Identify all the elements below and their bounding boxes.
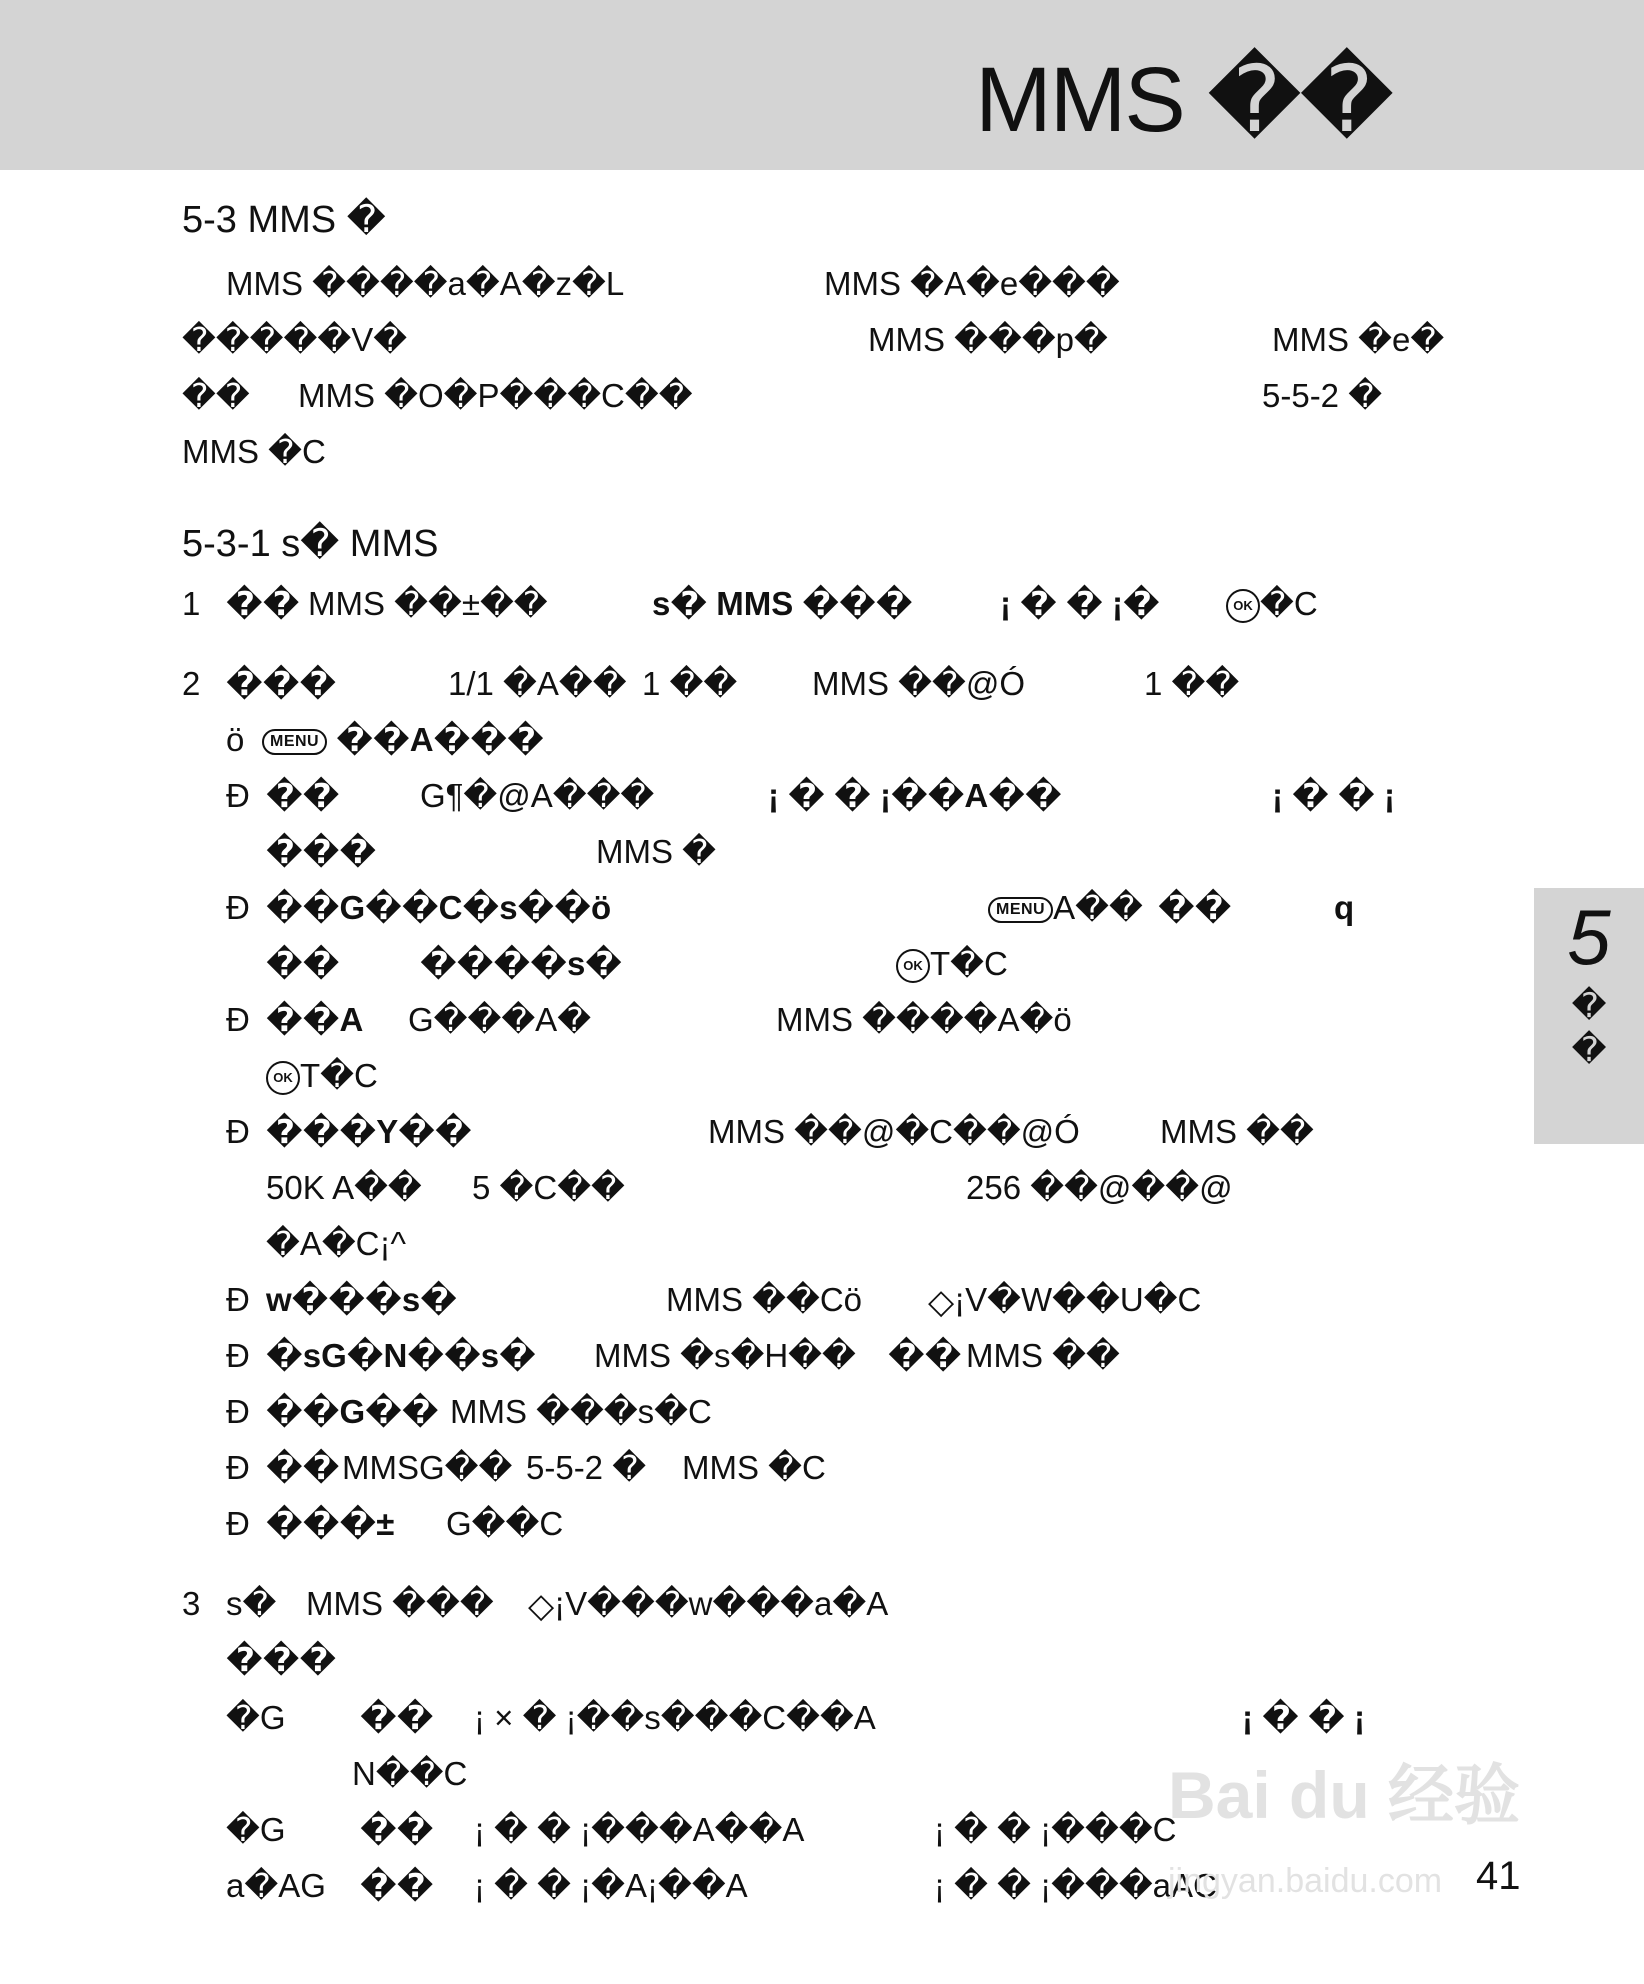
item9-b: G��C (446, 1505, 564, 1542)
menu-line (262, 720, 544, 760)
item9-bullet: Ð (226, 1505, 250, 1542)
step2-e: 1 �� (1144, 665, 1240, 702)
intro-line3-c: 5-5-2 � (1262, 377, 1383, 414)
intro-line4: MMS �C (182, 433, 326, 470)
chapter-number: 5 (1567, 893, 1611, 981)
step3-row1-c: ¡ × � ¡��s���C��A (474, 1699, 876, 1736)
intro-line3-b: MMS �O�P���C�� (298, 377, 693, 414)
section-title: 5-3 MMS � (182, 199, 386, 241)
item6-a: �sG�N��s� (266, 1337, 536, 1374)
item1-a: �� (266, 777, 340, 814)
ok-key-icon: OK (896, 949, 930, 983)
step3-number: 3 (182, 1585, 201, 1622)
item1-cont-b: MMS � (596, 833, 716, 870)
step3-row2-a: �G (226, 1811, 286, 1848)
item2-cont-c-text: T�C (930, 945, 1008, 982)
watermark-url: jingyan.baidu.com (1168, 1862, 1443, 1900)
item6-bullet: Ð (226, 1337, 250, 1374)
step3-line2: ��� (226, 1641, 337, 1678)
item2-b: A�� (1053, 889, 1143, 926)
step3-row3-d: ¡ � � ¡���aAC (934, 1867, 1217, 1904)
menu-key-icon: MENU (988, 897, 1053, 923)
menu-line-lead: ö (226, 721, 245, 758)
ok-key-icon: OK (1226, 589, 1260, 623)
intro-line1-a: MMS ����a�A�z�L (226, 265, 625, 302)
step3-row2-d: ¡ � � ¡���C (934, 1811, 1177, 1848)
step3-row2-c: ¡ � � ¡���A��A (474, 1811, 805, 1848)
item2-cont-a: �� (266, 945, 340, 982)
chapter-label-line2: � (1571, 1031, 1607, 1069)
item2-a: ��G��C�s��ö (266, 889, 612, 926)
step1-e-text: �C (1260, 585, 1318, 622)
item2-bullet: Ð (226, 889, 250, 926)
item9-a: ���± (266, 1505, 395, 1542)
item8-bullet: Ð (226, 1449, 250, 1486)
item1-b: G¶�@A��� (420, 777, 655, 814)
item5-c-text: ¡V�W��U�C (954, 1281, 1202, 1318)
header-band (0, 0, 1644, 170)
item8-d: MMS �C (682, 1449, 826, 1486)
step3-row1-d: ¡ � � ¡ (1242, 1699, 1365, 1736)
menu-key-icon: MENU (262, 729, 327, 755)
intro-line3-a: �� (182, 377, 250, 414)
item2-c: �� (1158, 889, 1232, 926)
item5-b: MMS ��Cö (666, 1281, 863, 1318)
item7-b: MMS ���s�C (450, 1393, 712, 1430)
ok-key-icon: OK (266, 1061, 300, 1095)
item4-cont-b: 5 �C�� (472, 1169, 625, 1206)
item2-menu (988, 888, 1143, 928)
step3-a: s� (226, 1585, 277, 1622)
step3-row1-a: �G (226, 1699, 286, 1736)
item1-bullet: Ð (226, 777, 250, 814)
step1-b: MMS ��±�� (308, 585, 548, 622)
item4-a: ���Y�� (266, 1113, 472, 1150)
step2-c: 1 �� (642, 665, 738, 702)
item5-bullet: Ð (226, 1281, 250, 1318)
chapter-label-line1: � (1571, 987, 1607, 1025)
step1-c: s� MMS ��� (652, 585, 913, 622)
item4-b: MMS ��@�C��@Ó (708, 1113, 1080, 1150)
item4-cont-a: 50K A�� (266, 1169, 422, 1206)
step1-e (1226, 584, 1318, 624)
item2-cont-c (896, 944, 1008, 984)
item5-c (928, 1280, 1201, 1320)
menu-line-text: ��A��� (336, 721, 544, 758)
step3-row2-b: �� (360, 1811, 434, 1848)
item1-c: ¡ � � ¡��A�� (768, 777, 1062, 814)
chapter-side-tab (1534, 888, 1644, 1144)
item3-cont (266, 1056, 378, 1096)
step3-row3-b: �� (360, 1867, 434, 1904)
page-number: 41 (1476, 1854, 1521, 1898)
step2-number: 2 (182, 665, 201, 702)
nav-key-icon: ◇ (928, 1283, 955, 1322)
step1-number: 1 (182, 585, 201, 622)
step2-a: ��� (226, 665, 337, 702)
item7-bullet: Ð (226, 1393, 250, 1430)
item2-cont-b: ����s� (420, 945, 623, 982)
item8-b: MMSG�� (342, 1449, 513, 1486)
item3-a: ��A (266, 1001, 364, 1038)
step3-row1-cont: N��C (352, 1755, 468, 1792)
item6-c: �� (888, 1337, 962, 1374)
step3-b: MMS ��� (306, 1585, 494, 1622)
step3-row3-a: a�AG (226, 1867, 326, 1904)
step2-d: MMS ��@Ó (812, 665, 1026, 702)
step1-d: ¡ � � ¡� (1000, 585, 1160, 622)
item1-cont-a: ��� (266, 833, 377, 870)
intro-line2-b: MMS ���p� (868, 321, 1108, 358)
item6-b: MMS �s�H�� (594, 1337, 856, 1374)
item3-cont-text: T�C (300, 1057, 378, 1094)
subsection-title: 5-3-1 s� MMS (182, 523, 439, 565)
step3-c-text: ¡V���w���a�A (554, 1585, 889, 1622)
item1-d: ¡ � � ¡ (1272, 777, 1395, 814)
page-title: MMS �� (975, 49, 1392, 151)
step1-a: �� (226, 585, 300, 622)
step3-row1-b: �� (360, 1699, 434, 1736)
item3-b: G���A� (408, 1001, 592, 1038)
intro-line2-c: MMS �e� (1272, 321, 1445, 358)
step3-c (528, 1584, 888, 1624)
item4-c: MMS �� (1160, 1113, 1314, 1150)
chapter-label (1534, 984, 1644, 1072)
nav-key-icon: ◇ (528, 1587, 555, 1626)
step3-row3-c: ¡ � � ¡�A¡��A (474, 1867, 748, 1904)
item4-cont-c: 256 ��@��@ (966, 1169, 1233, 1206)
item8-a: �� (266, 1449, 340, 1486)
item4-cont2: �A�C¡^ (266, 1225, 406, 1262)
step2-b: 1/1 �A�� (448, 665, 627, 702)
item5-a: w���s� (266, 1281, 457, 1318)
item8-c: 5-5-2 � (526, 1449, 647, 1486)
item3-c: MMS ����A�ö (776, 1001, 1072, 1038)
item2-d: q (1334, 889, 1355, 926)
item7-a: ��G�� (266, 1393, 439, 1430)
item6-d: MMS �� (966, 1337, 1120, 1374)
intro-line1-b: MMS �A�e��� (824, 265, 1120, 302)
item3-bullet: Ð (226, 1001, 250, 1038)
intro-line2-a: �����V� (182, 321, 408, 358)
watermark-logo: Bai du 经验 (1168, 1758, 1521, 1832)
item4-bullet: Ð (226, 1113, 250, 1150)
